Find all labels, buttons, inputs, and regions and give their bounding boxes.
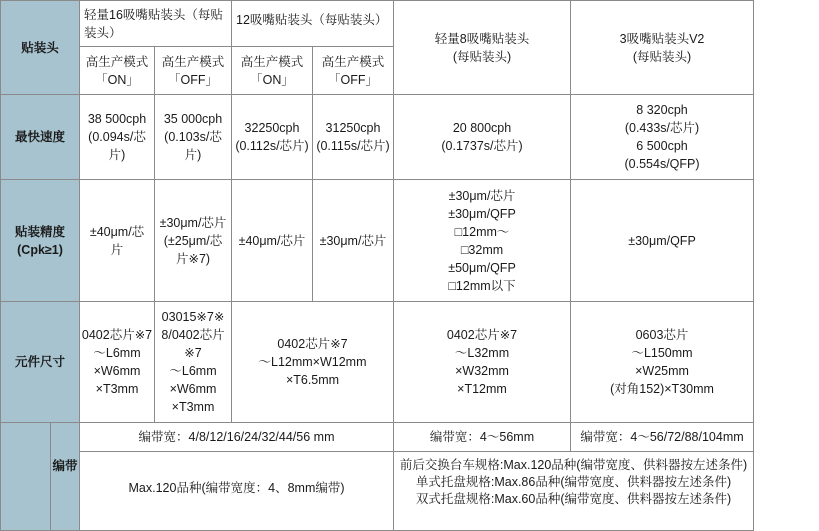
text-line: 0402芯片※7 (446, 328, 518, 342)
text-line: 高生产模式 (321, 54, 385, 69)
tape-width-16-12: 编带宽：4/8/12/16/24/32/44/56 mm (80, 423, 394, 452)
text-line: 「OFF」 (328, 72, 379, 87)
tape-width-8: 编带宽：4～56mm (394, 423, 571, 452)
text-line: 「ON」 (250, 72, 294, 87)
text-line: 6 500cph (636, 139, 688, 153)
text-line: (0.554s/QFP) (624, 157, 700, 171)
text-line: 片) (108, 148, 126, 162)
text-line: ～L12mm×W12mm (258, 355, 367, 369)
header-size: 元件尺寸 (1, 302, 80, 423)
size-16-off (155, 302, 232, 423)
text-line: (Cpk≥1) (17, 242, 63, 257)
text-line: ±40μm/芯片 (238, 233, 306, 248)
speed-16-off (155, 95, 232, 180)
text-line: 双式托盘规格:Max.60品种(编带宽度、供料器按左述条件) (415, 492, 732, 506)
text-line: 贴装精度 (15, 224, 66, 239)
text-line: 03015※7※ (161, 310, 225, 324)
text-line: (0.115s/芯片) (316, 139, 390, 153)
text-line: 单式托盘规格:Max.86品种(编带宽度、供料器按左述条件) (415, 475, 732, 489)
text-line: ×W6mm (93, 364, 141, 378)
accuracy-12-on (232, 180, 313, 302)
size-3-nozzle (571, 302, 754, 423)
text-line: 高生产模式 (161, 54, 225, 69)
text-line: ～L6mm (169, 364, 217, 378)
text-line: ×W32mm (455, 364, 509, 378)
accuracy-3-nozzle (571, 180, 754, 302)
size-12-nozzle (232, 302, 394, 423)
text-line: ±50μm/QFP (448, 260, 516, 275)
text-line: (0.1737s/芯片) (441, 139, 523, 153)
accuracy-8-nozzle (394, 180, 571, 302)
text-line: (±25μm/芯 (163, 233, 223, 248)
text-line: (0.112s/芯片) (235, 139, 309, 153)
tape-qty-16-12: Max.120品种(编带宽度：4、8mm编带) (80, 452, 394, 531)
text-line: (对角152)×T30mm (610, 382, 714, 396)
text-line: ×T3mm (95, 382, 139, 396)
text-line: ×T12mm (457, 382, 507, 396)
text-line: 20 800cph (452, 121, 512, 135)
mode-12-on (232, 47, 313, 95)
text-line: 8/0402芯片 (161, 328, 225, 342)
size-8-nozzle (394, 302, 571, 423)
text-line: ※7 (184, 346, 202, 360)
accuracy-12-off (313, 180, 394, 302)
head-8-nozzle (394, 1, 571, 95)
tape-qty-8-3 (394, 452, 754, 531)
head-12-nozzle: 12吸嘴贴装头（每贴装头） (232, 1, 394, 47)
mode-16-off (155, 47, 232, 95)
text-line: ±30μm/芯片 (448, 188, 516, 203)
text-line: □32mm (460, 242, 504, 257)
header-accuracy (1, 180, 80, 302)
text-line: 「ON」 (95, 72, 139, 87)
text-line: (0.433s/芯片) (624, 121, 700, 135)
text-line: 「OFF」 (168, 72, 219, 87)
text-line: ×T3mm (171, 400, 215, 414)
text-line: ×T6.5mm (285, 373, 340, 387)
head-16-nozzle: 轻量16吸嘴贴装头（每贴装头） (80, 1, 232, 47)
text-line: 0402芯片※7 (277, 337, 348, 351)
mode-16-on (80, 47, 155, 95)
size-16-on (80, 302, 155, 423)
tape-side-blank (1, 423, 51, 531)
text-line: 0603芯片 (635, 328, 689, 342)
text-line: ×W6mm (169, 382, 217, 396)
mode-12-off (313, 47, 394, 95)
speed-16-on (80, 95, 155, 180)
text-line: 片 (110, 242, 124, 257)
text-line: □12mm以下 (448, 278, 516, 293)
header-speed: 最快速度 (1, 95, 80, 180)
text-line: ±40μm/芯 (89, 224, 145, 239)
head-8-title: 轻量8吸嘴贴装头 (434, 31, 530, 46)
text-line: ±30μm/芯片 (159, 215, 227, 230)
tape-width-3: 编带宽：4～56/72/88/104mm (571, 423, 754, 452)
text-line: 片※7) (175, 251, 211, 266)
text-line: ±30μm/芯片 (319, 233, 387, 248)
text-line: ±30μm/QFP (628, 233, 696, 248)
text-line: 32250cph (244, 121, 300, 135)
text-line: 38 500cph (87, 112, 147, 126)
accuracy-16-on (80, 180, 155, 302)
text-line: (0.103s/芯片) (164, 130, 222, 162)
text-line: ～L6mm (93, 346, 141, 360)
text-line: 前后交换台车规格:Max.120品种(编带宽度、供料器按左述条件) (399, 458, 748, 472)
text-line: 高生产模式 (85, 54, 149, 69)
speed-3-nozzle (571, 95, 754, 180)
text-line: (0.094s/芯 (88, 130, 146, 144)
speed-8-nozzle (394, 95, 571, 180)
text-line: ～L150mm (631, 346, 693, 360)
text-line: 35 000cph (163, 112, 223, 126)
head-3-title: 3吸嘴贴装头V2 (619, 31, 705, 46)
head-8-sub: (每贴装头) (452, 49, 512, 64)
head-3-sub: (每贴装头) (632, 49, 692, 64)
accuracy-16-off (155, 180, 232, 302)
text-line: 8 320cph (636, 103, 688, 117)
text-line: ×W25mm (635, 364, 689, 378)
header-tape: 编带 (51, 423, 80, 531)
text-line: ～L32mm (454, 346, 510, 360)
header-head: 贴装头 (1, 1, 80, 95)
text-line: 高生产模式 (240, 54, 304, 69)
text-line: 31250cph (325, 121, 381, 135)
text-line: ±30μm/QFP (448, 206, 516, 221)
text-line: □12mm～ (454, 224, 510, 239)
head-3-nozzle (571, 1, 754, 95)
speed-12-on (232, 95, 313, 180)
text-line: 0402芯片※7 (81, 328, 153, 342)
speed-12-off (313, 95, 394, 180)
